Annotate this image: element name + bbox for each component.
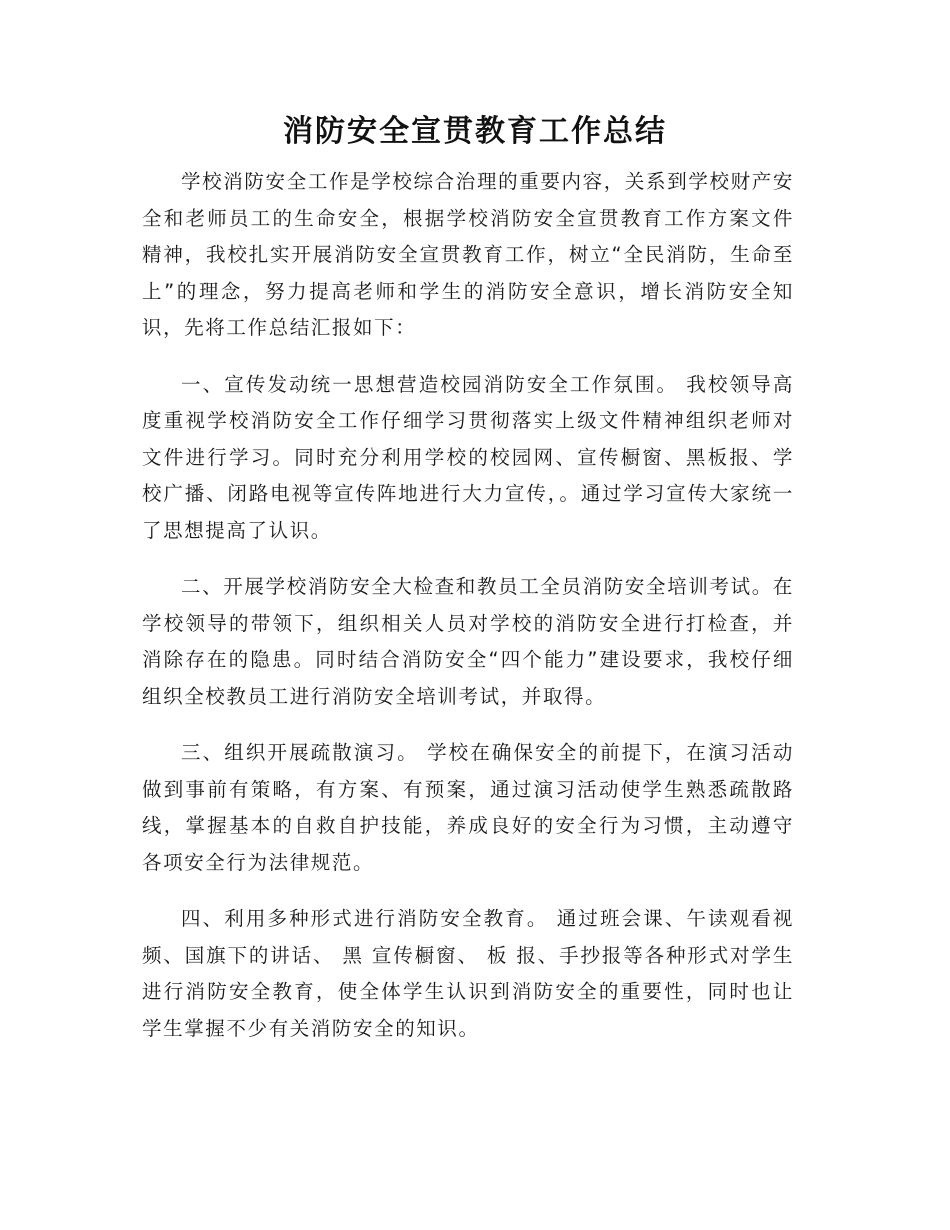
paragraph-section-2: 二、开展学校消防安全大检查和教员工全员消防安全培训考试。在学校领导的带领下，组织相关人员对学校的消防安全进行打检查，并消除存在的隐患。同时结合消防安全“四个能力”建设要求，我校仔细组织全校教员工进行消防安全培训考试，并取得。 [142,575,794,708]
paragraph-section-1: 一、宣传发动统一思想营造校园消防安全工作氛围。 我校领导高度重视学校消防安全工作仔细学习贯彻落实上级文件精神组织老师对文件进行学习。同时充分利用学校的校园网、宣传橱窗、黑板报、学校广播、闭路电视等宣传阵地进行大力宣传，。通过学习宣传大家统一了思想提高了认识。 [142,372,794,542]
paragraph-section-4: 四、利用多种形式进行消防安全教育。 通过班会课、午读观看视频、国旗下的讲话、 黑 宣传橱窗、 板 报、手抄报等各种形式对学生进行消防安全教育，使全体学生认识到消防安全的重要性，同时也让学生掌握不少有关消防安全的知识。 [142,907,794,1040]
document-body [142,164,794,1067]
document-title: 消防安全宣贯教育工作总结 [283,114,667,149]
paragraph-intro: 学校消防安全工作是学校综合治理的重要内容，关系到学校财产安全和老师员工的生命安全，根据学校消防安全宣贯教育工作方案文件精神，我校扎实开展消防安全宣贯教育工作，树立“全民消防，生命至上”的理念，努力提高老师和学生的消防安全意识，增长消防安全知识，先将工作总结汇报如下： [142,170,794,339]
paragraph-section-3: 三、组织开展疏散演习。 学校在确保安全的前提下，在演习活动做到事前有策略，有方案、有预案，通过演习活动使学生熟悉疏散路线，掌握基本的自救自护技能，养成良好的安全行为习惯，主动遵守各项安全行为法律规范。 [142,741,794,874]
